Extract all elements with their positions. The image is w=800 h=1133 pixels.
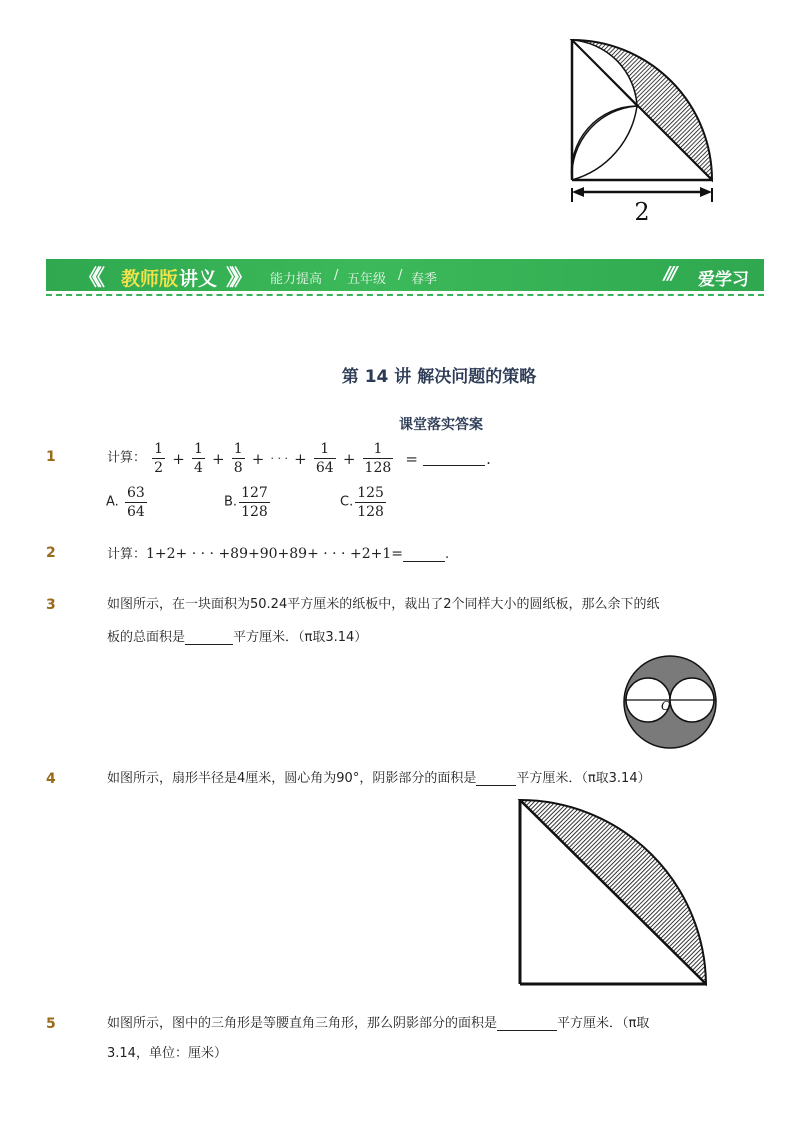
breadcrumb-separator: / (334, 268, 339, 283)
fraction: $\frac{1}{64}$ (315, 441, 334, 476)
answer-blank (403, 547, 445, 562)
expression: 1+2+ · · · +89+90+89+ · · · +2+1= (146, 546, 403, 562)
breadcrumb-separator: / (398, 268, 403, 283)
badge-teacher: 教师版 (121, 268, 179, 290)
left-chevrons-icon: 《《 (78, 266, 100, 291)
lesson-title: 第 14 讲 解决问题的策略 (341, 367, 537, 387)
top-figure-quarter-circle (560, 30, 730, 230)
fraction: $\frac{1}{8}$ (233, 441, 243, 476)
breadcrumb-item: 五年级 (347, 272, 387, 287)
brand-logo-icon: /// (664, 263, 675, 284)
dimension-label: 2 (634, 198, 650, 226)
answer-blank (476, 771, 516, 786)
question-1-stem: 计算： $\frac{1}{2}$ + $\frac{1}{4}$ + $\frac{1}{8}$ + · · · + $\frac{1}{64}$ + $\frac{1}{128}$ = . (107, 441, 491, 476)
question-3-line-2: 板的总面积是 平方厘米．（π取3.14） (107, 630, 368, 645)
center-label: O (661, 699, 671, 713)
choice-a: A. $\frac{63}{64}$ (106, 485, 145, 520)
question-4-stem: 如图所示，扇形半径是4厘米，圆心角为90°，阴影部分的面积是 平方厘米．（π取3.14） (107, 771, 651, 786)
question-number: 2 (46, 545, 56, 561)
question-number: 1 (46, 449, 56, 465)
question-5-line-2: 3.14，单位：厘米） (107, 1046, 227, 1061)
question-3-line-1: 如图所示，在一块面积为50.24平方厘米的纸板中，裁出了2个同样大小的圆纸板，那么余下的纸 (107, 597, 660, 612)
answer-blank (497, 1016, 557, 1031)
answer-blank (423, 451, 485, 466)
breadcrumb-item: 春季 (411, 272, 438, 287)
brand-name: 爱学习 (698, 270, 749, 290)
fraction: $\frac{1}{128}$ (364, 441, 392, 476)
badge-lecture: 讲义 (179, 268, 218, 290)
ellipsis: · · · (270, 451, 288, 465)
header-divider (46, 294, 764, 296)
answer-blank (185, 630, 233, 645)
fraction: $\frac{1}{4}$ (193, 441, 203, 476)
question-number: 3 (46, 597, 56, 613)
question-number: 4 (46, 771, 56, 787)
choice-b: B. $\frac{127}{128}$ (224, 485, 268, 520)
right-chevrons-icon: 》》 (226, 266, 248, 291)
figure-circle-with-two-circles (620, 652, 720, 752)
question-prefix: 计算： (107, 450, 147, 466)
fraction: $\frac{1}{2}$ (154, 441, 164, 476)
breadcrumb-item: 能力提高 (270, 272, 323, 287)
section-subtitle: 课堂落实答案 (399, 417, 483, 433)
choice-c: C. $\frac{125}{128}$ (340, 485, 384, 520)
question-2-stem: 计算：1+2+ · · · +89+90+89+ · · · +2+1= . (107, 546, 450, 562)
figure-sector-90-degrees (515, 795, 715, 990)
question-number: 5 (46, 1016, 56, 1032)
question-5-line-1: 如图所示，图中的三角形是等腰直角三角形，那么阴影部分的面积是 平方厘米．（π取 (107, 1016, 650, 1031)
